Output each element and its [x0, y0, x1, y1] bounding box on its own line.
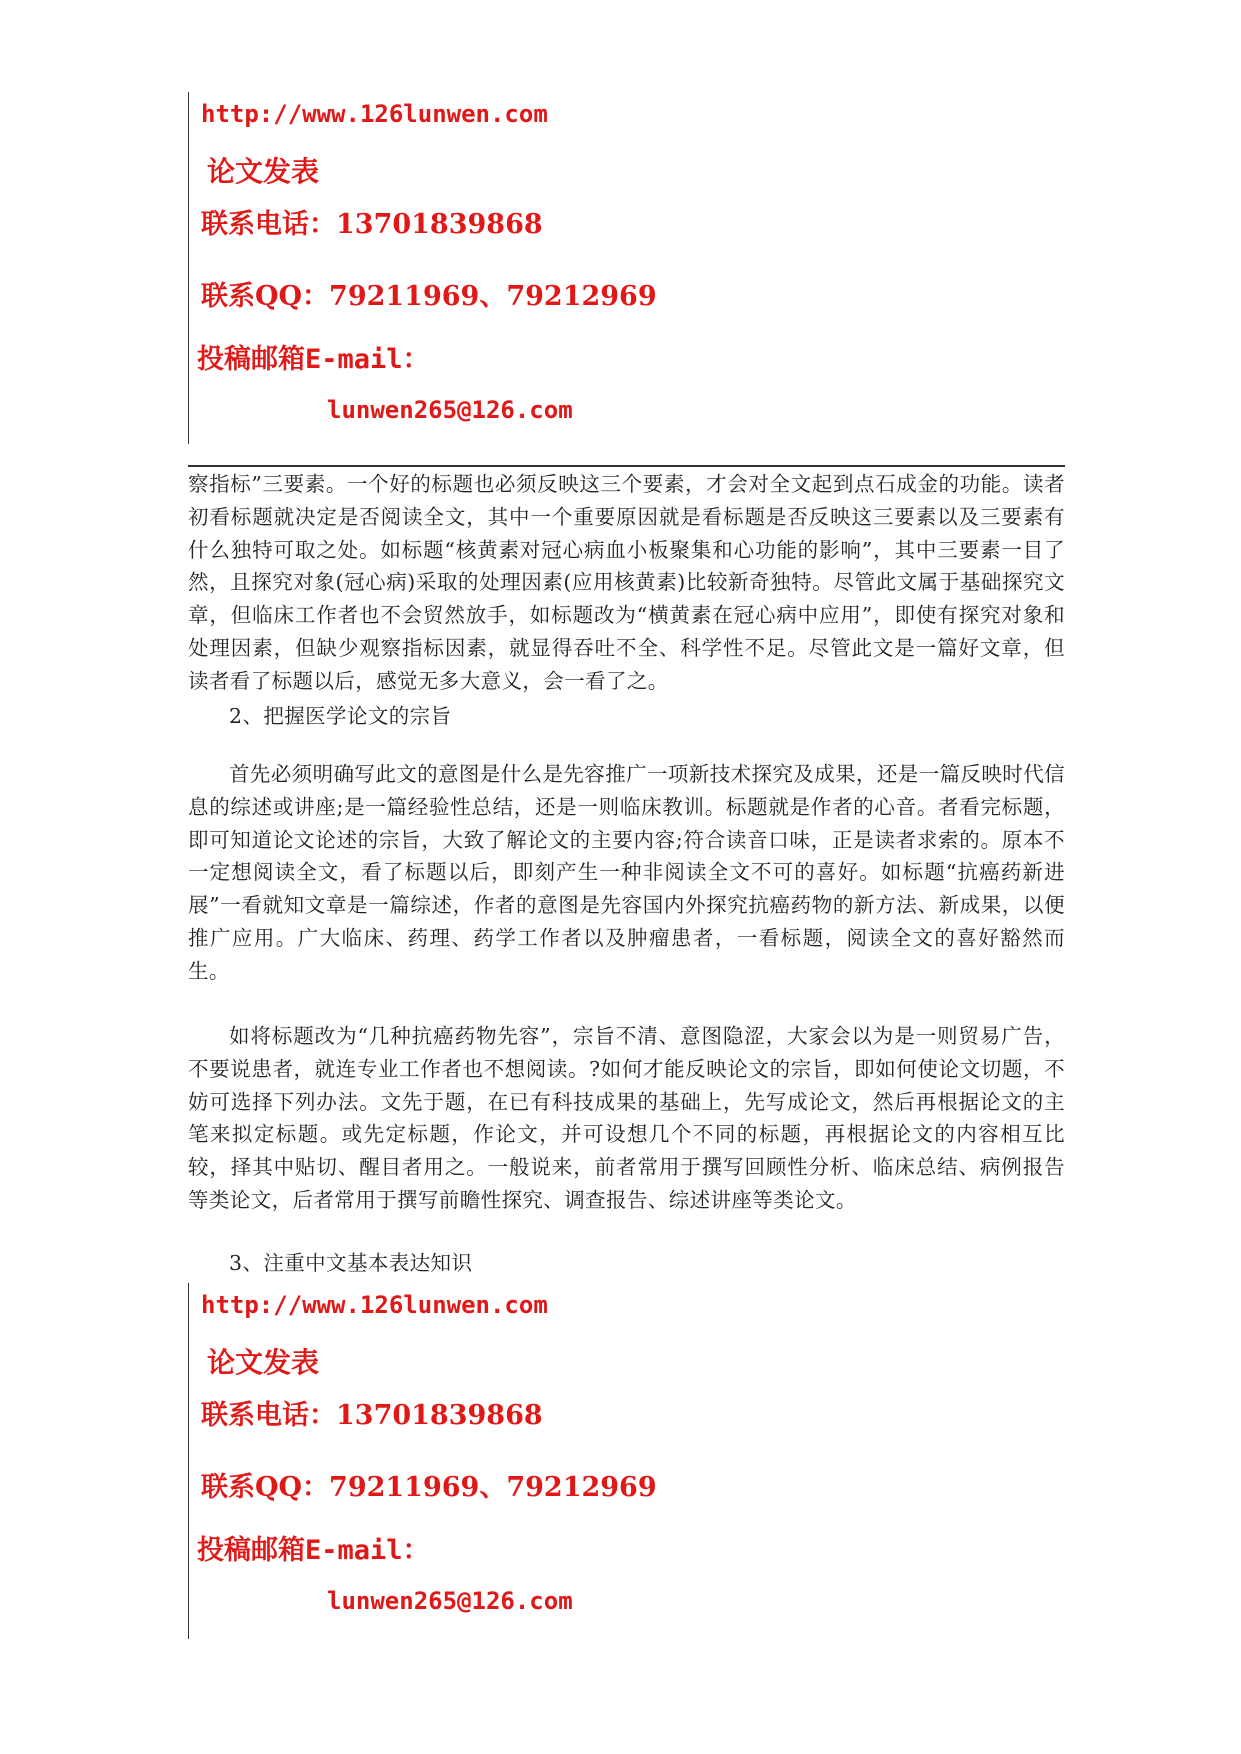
ad-qq: 联系QQ：79211969、79212969 — [201, 281, 657, 312]
ad-url[interactable]: http://www.126lunwen.com — [201, 100, 548, 128]
section-heading-2: 2、把握医学论文的宗旨 — [229, 704, 452, 728]
ad-email-label: 投稿邮箱E-mail： — [197, 344, 430, 375]
section-heading-3: 3、注重中文基本表达知识 — [229, 1251, 473, 1275]
ad-publish-title: 论文发表 — [207, 1346, 320, 1379]
horizontal-divider — [188, 465, 1065, 467]
ad-publish-title: 论文发表 — [207, 155, 320, 188]
ad-block-bottom — [188, 1283, 709, 1639]
ad-email-address[interactable]: lunwen265@126.com — [327, 1587, 573, 1615]
ad-qq: 联系QQ：79211969、79212969 — [201, 1472, 657, 1503]
ad-phone: 联系电话：13701839868 — [201, 209, 543, 240]
paragraph-title-change: 如将标题改为“几种抗癌药物先容”，宗旨不清、意图隐涩，大家会以为是一则贸易广告，不要说患者，就连专业工作者也不想阅读。?如何才能反映论文的宗旨，即如何使论文切题，不妨可选择下列办法。文先于题，在已有科技成果的基础上，先写成论文，然后再根据论文的主笔来拟定标题。或先定标题，作论文，并可设想几个不同的标题，再根据论文的内容相互比较，择其中贴切、醒目者用之。一般说来，前者常用于撰写回顾性分析、临床总结、病例报告等类论文，后者常用于撰写前瞻性探究、调查报告、综述讲座等类论文。 — [188, 1024, 1065, 1212]
paragraph-title-elements: 察指标”三要素。一个好的标题也必须反映这三个要素，才会对全文起到点石成金的功能。读者初看标题就决定是否阅读全文，其中一个重要原因就是看标题是否反映这三要素以及三要素有什么独特可取之处。如标题“核黄素对冠心病血小板聚集和心功能的影响”，其中三要素一目了然，且探究对象(冠心病)采取的处理因素(应用核黄素)比较新奇独特。尽管此文属于基础探究文章，但临床工作者也不会贸然放手，如标题改为“横黄素在冠心病中应用”，即使有探究对象和处理因素，但缺少观察指标因素，就显得吞吐不全、科学性不足。尽管此文是一篇好文章，但读者看了标题以后，感觉无多大意义，会一看了之。 — [188, 472, 1065, 693]
ad-phone: 联系电话：13701839868 — [201, 1400, 543, 1431]
ad-email-label: 投稿邮箱E-mail： — [197, 1535, 430, 1566]
ad-block-top — [188, 92, 709, 444]
ad-email-address[interactable]: lunwen265@126.com — [327, 396, 573, 424]
paragraph-purpose: 首先必须明确写此文的意图是什么是先容推广一项新技术探究及成果，还是一篇反映时代信息的综述或讲座;是一篇经验性总结，还是一则临床教训。标题就是作者的心音。者看完标题，即可知道论文论述的宗旨，大致了解论文的主要内容;符合读音口味，正是读者求索的。原本不一定想阅读全文，看了标题以后，即刻产生一种非阅读全文不可的喜好。如标题“抗癌药新进展”一看就知文章是一篇综述，作者的意图是先容国内外探究抗癌药物的新方法、新成果，以便推广应用。广大临床、药理、药学工作者以及肿瘤患者，一看标题，阅读全文的喜好豁然而生。 — [188, 762, 1065, 983]
ad-url[interactable]: http://www.126lunwen.com — [201, 1291, 548, 1319]
